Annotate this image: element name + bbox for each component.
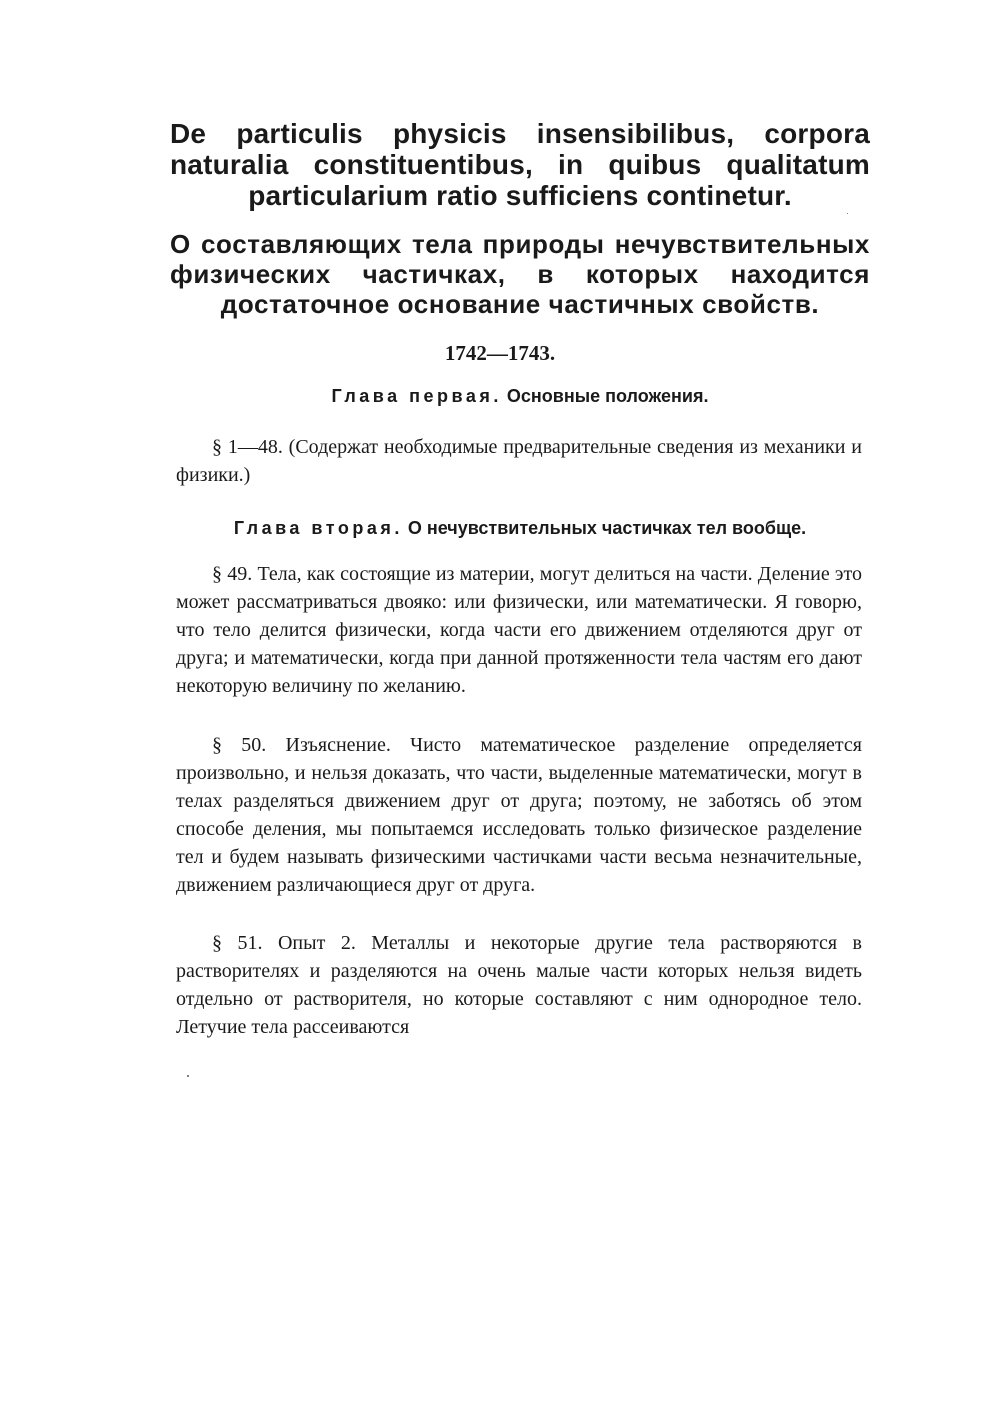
latin-title: De particulis physicis insensibilibus, corpora naturalia constituentibus, in quibus qualitatum particularium ratio sufficiens continetur. — [170, 118, 870, 211]
russian-title: О составляющих тела природы нечувствительных физических частичках, в которых находится достаточное основание частичных свойств. — [170, 229, 870, 319]
scan-speck — [847, 213, 848, 214]
chapter-two-label: Глава вторая. — [233, 518, 403, 538]
paragraph-51: § 51. Опыт 2. Металлы и некоторые другие тела растворяются в растворителях и разделяются на очень малые части которых нельзя видеть отдельно от растворителя, но которые составляют с ним однородное тело. Летучие тела рассеиваются — [176, 932, 862, 1039]
chapter-one-label: Глава первая. — [331, 386, 502, 406]
chapter-one-title: Основные положения. — [506, 386, 709, 406]
chapter-one-heading — [170, 386, 870, 407]
intro-paragraph: § 1—48. (Содержат необходимые предварительные сведения из механики и физики.) — [176, 436, 862, 487]
paragraph-50: § 50. Изъяснение. Чисто математическое разделение определяется произвольно, и нельзя доказать, что части, выделенные математически, могут в телах разделяться движением друг от друга; поэтому, не заботясь об этом способе деления, мы попытаемся исследовать только физическое разделение тел и будем называть физическими частичками части весьма незначительные, движением различающиеся друг от друга. — [176, 734, 862, 897]
paragraph-49: § 49. Тела, как состоящие из материи, могут делиться на части. Деление это может рассматриваться двояко: или физически, или математически. Я говорю, что тело делится физически, когда части его движением отделяются друг от друга; и математически, когда при данной протяженности тела частям его дают некоторую величину по желанию. — [176, 563, 862, 698]
chapter-two-heading — [170, 518, 870, 539]
years-heading: 1742—1743. — [444, 341, 556, 365]
chapter-two-title: О нечувствительных частичках тел вообще. — [407, 518, 807, 538]
scan-speck — [187, 1075, 189, 1077]
